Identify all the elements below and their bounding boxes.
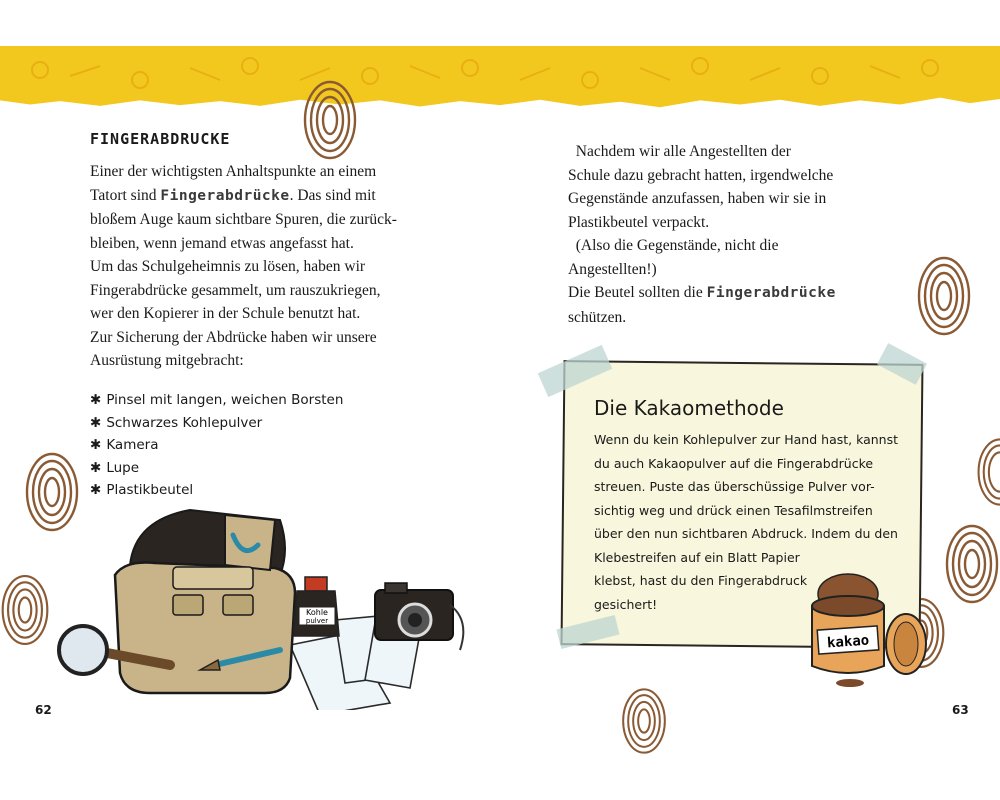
text-line: Die Beutel sollten die Fingerabdrücke (568, 284, 836, 301)
fingerprint-icon (0, 568, 50, 652)
bag-icon (115, 510, 295, 693)
left-paragraph (90, 160, 435, 373)
page-number: 63 (952, 703, 969, 717)
cocoa-label: kakao (826, 632, 870, 652)
highlighted-term: Fingerabdrücke (706, 285, 836, 301)
text-line: Um das Schulgeheimnis zu lösen, haben wir (90, 258, 366, 275)
asterisk-icon: ✱ (90, 459, 102, 476)
text-line: Ausrüstung mitgebracht: (90, 352, 244, 369)
asterisk-icon: ✱ (90, 392, 102, 408)
text-line: bloßem Auge kaum sichtbare Spuren, die zurück- (90, 211, 397, 228)
note-line: sichtig weg und drück einen Tesafilmstreifen (594, 502, 873, 518)
asterisk-icon: ✱ (90, 482, 102, 498)
text-line: Schule dazu gebracht hatten, irgendwelche (568, 166, 834, 184)
section-heading: FINGERABDRUCKE (90, 130, 231, 148)
fingerprint-icon (916, 252, 972, 340)
list-item: ✱ Plastikbeutel (90, 482, 194, 498)
fingerprint-icon (976, 432, 1000, 512)
fingerprint-icon (944, 520, 1000, 608)
text-line: Gegenstände anzufassen, haben wir sie in (568, 190, 827, 207)
text-line: Nachdem wir alle Angestellten der (568, 143, 791, 160)
highlighted-term: Fingerabdrücke (160, 187, 290, 204)
note-line: Wenn du kein Kohlepulver zur Hand hast, kannst (594, 432, 899, 447)
page-number: 62 (35, 703, 52, 717)
text-line: schützen. (568, 308, 627, 326)
text-line: Zur Sicherung der Abdrücke haben wir unsere (90, 328, 377, 346)
jar-label-line-1: Kohle (306, 608, 328, 617)
fingerprint-icon (616, 686, 672, 756)
list-item: ✱ Kamera (90, 437, 159, 453)
note-line: streuen. Puste das überschüssige Pulver vor- (594, 479, 875, 494)
text-line: Einer der wichtigsten Anhaltspunkte an einem (90, 163, 377, 180)
asterisk-icon: ✱ (90, 437, 102, 453)
list-item: ✱ Lupe (90, 459, 140, 476)
charcoal-jar-icon (293, 577, 339, 636)
note-line: du auch Kakaopulver auf die Fingerabdrücke (594, 455, 874, 471)
list-item: ✱ Pinsel mit langen, weichen Borsten (90, 392, 344, 408)
note-line: Klebestreifen auf ein Blatt Papier (594, 549, 800, 565)
equipment-list (90, 389, 343, 502)
jar-label-line-2: pulver (305, 617, 329, 625)
equipment-illustration (55, 495, 475, 710)
text-line: bleiben, wenn jemand etwas angefasst hat. (90, 234, 354, 252)
right-paragraph (568, 140, 898, 329)
note-line: klebst, hast du den Fingerabdruck (594, 573, 808, 588)
list-item: ✱ Schwarzes Kohlepulver (90, 414, 263, 431)
note-title: Die Kakaomethode (594, 396, 784, 420)
asterisk-icon: ✱ (90, 414, 102, 431)
text-line: Angestellten!) (568, 260, 657, 278)
text-line: Tatort sind Fingerabdrücke. Das sind mit (90, 186, 376, 204)
camera-icon (375, 583, 463, 650)
text-line: (Also die Gegenstände, nicht die (568, 237, 779, 254)
note-line: über den nun sichtbaren Abdruck. Indem du den (594, 526, 898, 541)
fingerprint-icon (302, 78, 358, 162)
band-pattern (0, 46, 1000, 106)
text-line: Plastikbeutel verpackt. (568, 213, 710, 231)
text-line: Fingerabdrücke gesammelt, um rauszukriegen, (90, 281, 381, 299)
cocoa-tin-illustration (800, 568, 930, 693)
text-line: wer den Kopierer in der Schule benutzt hat. (90, 305, 361, 322)
note-line: gesichert! (594, 596, 658, 612)
